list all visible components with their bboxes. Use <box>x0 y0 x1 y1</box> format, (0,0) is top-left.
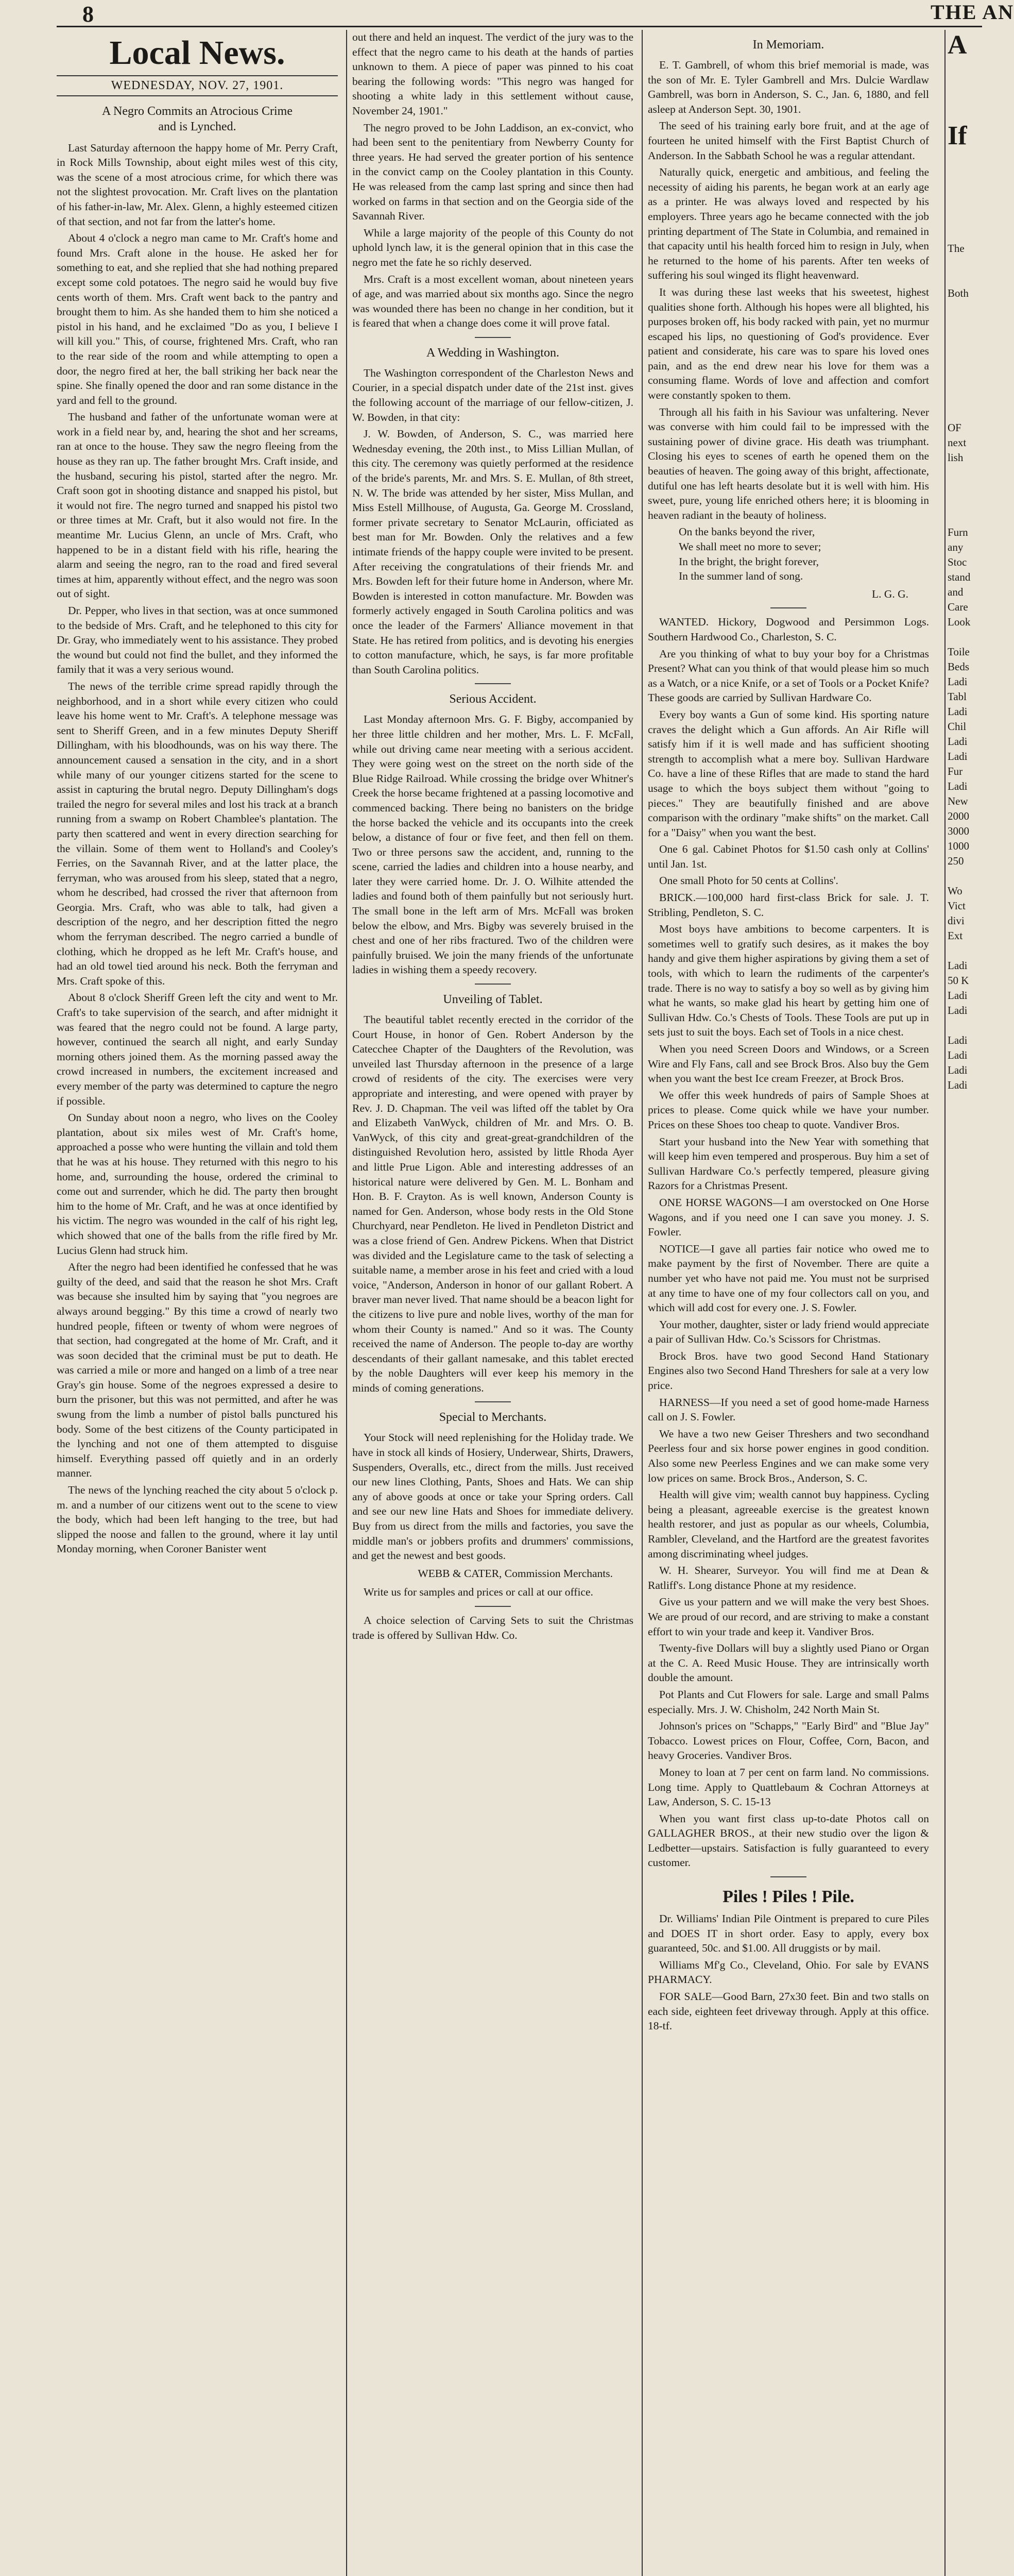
notice-paragraph: W. H. Shearer, Surveyor. You will find me at Dean & Ratliff's. Long distance Phone at my residence. <box>648 1564 929 1591</box>
divider <box>770 607 806 608</box>
clipped-fragment <box>948 196 982 211</box>
poem-line: We shall meet no more to sever; <box>679 540 821 553</box>
clipped-fragment: Look <box>948 616 971 628</box>
clipped-fragment: Ladi <box>948 959 968 972</box>
divider <box>475 984 511 985</box>
article-paragraph: The Washington correspondent of the Charleston News and Courier, in a special dispatch under date of the 21st inst. gives the following account of the marriage of our fellow-citizen, J. W. Bowden, in that city: <box>352 366 633 423</box>
notice-paragraph: ONE HORSE WAGONS—I am overstocked on One Horse Wagons, and if you need one I can save you money. J. S. Fowler. <box>648 1196 929 1239</box>
tablet-article <box>352 1012 633 1395</box>
notice-paragraph: BRICK.—100,000 hard first-class Brick for sale. J. T. Stribling, Pendleton, S. C. <box>648 891 929 919</box>
notice-paragraph: Start your husband into the New Year with something that will keep him even tempered and prosperous. Buy him a set of Sullivan Hardware Co.'s perfectly tempered, pleasure giving Razors for a Christmas Present. <box>648 1135 929 1192</box>
local-notices <box>648 615 929 1870</box>
accident-headline: Serious Accident. <box>449 692 537 706</box>
notice-paragraph: Williams Mf'g Co., Cleveland, Ohio. For sale by EVANS PHARMACY. <box>648 1958 929 1986</box>
merchants-headline: Special to Merchants. <box>439 1411 547 1425</box>
clipped-fragment: If <box>948 121 967 150</box>
clipped-fragment <box>948 391 982 405</box>
notice-paragraph: Dr. Williams' Indian Pile Ointment is prepared to cure Piles and DOES IT in short order. Easy to apply, every box guaranteed, 50c. and $1.00. All druggists or by mail. <box>648 1912 929 1955</box>
notice-paragraph: Johnson's prices on "Schapps," "Early Bird" and "Blue Jay" Tobacco. Lowest prices on Flour, Coffee, Corn, Bacon, and heavy Groceries. Vandiver Bros. <box>648 1720 929 1762</box>
clipped-fragment: Furn <box>948 526 968 538</box>
notice-paragraph: Every boy wants a Gun of some kind. His sporting nature craves the delight which a Gun affords. An Air Rifle will satisfy him if it is well made and has sufficient shooting strength to accomplish what a mere boy. Sullivan Hardware Co. have a line of these Rifles that are made to stand the hard usage to which the boys subject them without "going to pieces." They are beautifully finished and are above comparison with the ordinary "make shifts" on the market. Call for a "Daisy" when you want the best. <box>648 708 929 839</box>
clipped-fragment: and <box>948 586 964 598</box>
clipped-fragment <box>948 151 982 166</box>
clipped-fragment: Fur <box>948 765 963 777</box>
clipped-fragment: 3000 <box>948 825 969 837</box>
clipped-fragment: Chil <box>948 720 967 733</box>
lynching-headline <box>57 104 338 134</box>
clipped-fragment: Tabl <box>948 690 967 703</box>
clipped-fragment: lish <box>948 451 964 464</box>
clipped-fragment <box>948 256 982 271</box>
top-rule <box>57 26 982 27</box>
clipped-fragment: Both <box>948 287 969 299</box>
article-paragraph: J. W. Bowden, of Anderson, S. C., was married here Wednesday evening, the 20th inst., to Miss Lillian Mullan, of this city. The ceremony was quietly performed at the residence of the bride's parents, Mr. and Mrs. S. E. Mullan, of 8th street, N. W. The bride was attended by her sister, Miss Mullan, and Miss Estell Millhouse, of Augusta, Ga. George M. Crossland, former private secretary to Senator McLaurin, officiated as best man for Mr. Bowden. Only the relatives and a few intimate friends of the happy couple were invited to be present. After receiving the congratulations of their friends Mr. and Mrs. Bowden left for their future home in Anderson, where Mr. Bowden is interested in cotton manufacture. Mr. Bowden was formerly actively engaged in South Carolina politics and was once the leader of the Farmers' Alliance movement in that State. He has retired from politics, and is devoting his energies to cotton manufacture, which, he says, is far more profitable than South Carolina politics. <box>352 428 633 676</box>
notice-paragraph: Brock Bros. have two good Second Hand Stationary Engines also two Second Hand Threshers for sale at a very low price. <box>648 1349 929 1392</box>
clipped-fragment <box>948 480 982 495</box>
clipped-fragment: Ladi <box>948 675 968 688</box>
memoriam-poem <box>648 524 929 583</box>
article-paragraph: The beautiful tablet recently erected in the corridor of the Court House, in honor of Gen. Robert Anderson by the Catecchee Chapter of the Daughters of the Revolution, was unveiled last Thursday afternoon in the presence of a large crowd of residents of the city. The exercises were very appropriate and interesting, and were opened with prayer by Rev. J. D. Chapman. The veil was lifted off the tablet by Ora and Elizabeth VanWyck, children of Mr. and Mrs. O. B. VanWyck, of this city and great-great-grandchildren of the distinguished Revolution hero, assisted by little Rhoda Ayer and little Prue Ligon. Able and interesting addresses of an historical nature were delivered by Gen. M. L. Bonham and Hon. B. F. Crayton. As is well known, Anderson County is named for Gen. Anderson, whose body rests in the Old Stone Churchyard, near Pendleton. He lived in Pendleton District and was a close friend of Gen. Andrew Pickens. When that District was divided and the Legislature came to the task of selecting a suitable name, a member arose in his feet and cried with a loud voice, "Anderson, Anderson in honor of our gallant Robert. A braver man never lived. That name should be a beacon light for the citizens to live pure and noble lives, worthy of the man for whom their County is named." And so it was. The County received the name of Anderson. The people to-day are worthy descendants of their gallant namesake, and this tablet erected by the noble Daughters will ever keep his memory in the minds of coming generations. <box>352 1013 633 1394</box>
notice-paragraph: Are you thinking of what to buy your boy for a Christmas Present? What can you think of that would please him so much as a Watch, or a nice Knife, or a set of Tools or a Pocket Knife? These goods are carried by Sullivan Hardware Co. <box>648 647 929 704</box>
clipped-fragment: Care <box>948 601 968 613</box>
dateline: WEDNESDAY, NOV. 27, 1901. <box>57 75 338 96</box>
clipped-fragment <box>948 181 982 196</box>
article-paragraph: The news of the terrible crime spread rapidly through the neighborhood, and in a short while every citizen who could leave his home went to Mr. Craft's. A telephone message was sent to Sheriff Green, and in a few minutes Deputy Sheriff Dillingham, with his bloodhounds, was on his way there. The announcement caused a sensation in the city, and in a short while many of our younger citizens started for the scene to assist in capturing the brutal negro. Deputy Dillingham's dogs trailed the negro for several miles and lost his track at a branch running from a swamp on Robert Chamblee's plantation. The party then scattered and went in every direction searching for the villain. Some of them went to Holland's and Cooley's Ferries, on the Savannah River, and at the latter place, the ferryman, who was aroused from his sleep, stated that a negro, whom he described, had crossed the river that afternoon from Georgia. Mrs. Craft, who was able to talk, had given a description of the negro, and her description fitted the negro whom the ferryman described. The negro carried a bundle of clothing, which he dropped as he left Mr. Craft's house, and had an old towel tied around his neck. Both the ferryman and Mrs. Craft spoke of this. <box>57 680 338 987</box>
clipped-fragment <box>948 630 982 645</box>
merchants-signature: WEBB & CATER, Commission Merchants. <box>418 1567 613 1580</box>
column-2 <box>352 30 633 2576</box>
wedding-article <box>352 366 633 677</box>
poem-line: In the bright, the bright forever, <box>679 555 819 568</box>
clipped-fragment: New <box>948 795 968 807</box>
clipped-fragment <box>948 869 982 884</box>
article-paragraph: Through all his faith in his Saviour was unfaltering. Never was converse with him could fail to be impressed with the sustaining power of divine grace. His death was triumphant. Closing his eyes to scenes of earth he opened them on the beauties of heaven. The going away of this bright, affectionate, dutiful one has left hearts desolate but it is well with him. His sweet, pure, young life enriched others here; it is blooming in heaven radiant in the beauty of holiness. <box>648 405 929 521</box>
clipped-fragment <box>948 226 982 241</box>
clipped-fragment: Ladi <box>948 1064 968 1076</box>
article-paragraph: E. T. Gambrell, of whom this brief memorial is made, was the son of Mr. E. Tyler Gambrell and Mrs. Dulcie Wardlaw Gambrell, was born in Anderson, S. C., Jan. 6, 1880, and fell asleep at Anderson Sept. 30, 1901. <box>648 59 929 115</box>
tablet-headline: Unveiling of Tablet. <box>443 993 543 1007</box>
notice-paragraph: When you need Screen Doors and Windows, or a Screen Wire and Fly Fans, call and see Brock Bros. Also buy the Gem when you want the best Ice cream Freezer, at Brock Bros. <box>648 1043 929 1085</box>
clipped-fragment: Vict <box>948 900 966 912</box>
accident-article <box>352 712 633 977</box>
clipped-fragment: Ladi <box>948 1049 968 1061</box>
clipped-fragment: Ladi <box>948 1034 968 1046</box>
divider <box>475 337 511 338</box>
clipped-fragment <box>948 376 982 391</box>
article-paragraph: The seed of his training early bore fruit, and at the age of fourteen he united himself with the First Baptist Church of Anderson. In the Sabbath School he was a regular attendant. <box>648 120 929 162</box>
clipped-adjacent-column <box>944 30 982 2576</box>
clipped-fragment: Ladi <box>948 1079 968 1091</box>
clipped-fragment: Toile <box>948 646 970 658</box>
article-paragraph: On Sunday about noon a negro, who lives on the Cooley plantation, about six miles west of Mr. Craft's home, approached a posse who were hunting the villain and told them that he was at his house. They returned with this negro to his home, and, surrounding the house, ordered the criminal to come out and surrender, which he did. The party then brought him to the home of Mr. Craft, and he was at once identified by his victim. The negro was wounded in the calf of his right leg, which showed that one of the balls from the rifle fired by Mr. Lucius Glenn had struck him. <box>57 1111 338 1257</box>
notice-paragraph: WANTED. Hickory, Dogwood and Persimmon Logs. Southern Hardwood Co., Charleston, S. C. <box>648 616 929 643</box>
page-number: 8 <box>82 2 94 27</box>
clipped-fragment: Ladi <box>948 1004 968 1016</box>
notice-paragraph: Twenty-five Dollars will buy a slightly used Piano or Organ at the C. A. Reed Music House. They are intrinsically worth double the amount. <box>648 1642 929 1684</box>
article-paragraph: About 8 o'clock Sheriff Green left the city and went to Mr. Craft's to take supervision of the search, and after midnight it was feared that the negro could not be found. A large party, however, continued the search all night, and early Sunday morning others joined them. As the morning passed away the crowd increased in numbers, the excitement increased and every member of the party was determined to capture the negro if possible. <box>57 991 338 1107</box>
article-paragraph: It was during these last weeks that his sweetest, highest qualities shone forth. Although his hopes were all blighted, his purposes broken off, his body racked with pain, yet no murmur escaped his lips, no questioning of God's providence. Ever patient and considerate, his care was to spare his loved ones pain, and as the end drew near his love for them was a consuming flame. Words of love and affection and comfort were constantly spoken to them. <box>648 285 929 402</box>
article-paragraph: Dr. Pepper, who lives in that section, was at once summoned to the bedside of Mrs. Craft, and he telephoned to this city for Dr. Gray, who immediately went to his assistance. They probed the wound but could not find the bullet, and they informed the family that it was a very serious wound. <box>57 604 338 676</box>
divider <box>475 1606 511 1607</box>
article-paragraph: After the negro had been identified he confessed that he was guilty of the deed, and said that the reason he shot Mrs. Craft was because she insulted him by saying that "you negroes are always around begging." By this time a crowd of nearly two hundred people, fifteen or twenty of whom were negroes of that section, had congregated at the home of Mr. Craft, and it was soon decided that the criminal must be put to death. He was carried a mile or more and hanged on a limb of a tree near Gray's gin house. Some of the negroes expressed a desire to burn the prisoner, but this was not permitted, and after he was swung from the limb a number of pistol balls punctured his body. Some of the best citizens of the County participated in the lynching and not one of them attempted to disguise himself. Everything passed off quietly and in an orderly manner. <box>57 1261 338 1480</box>
notice-paragraph: One small Photo for 50 cents at Collins'. <box>659 874 838 887</box>
article-paragraph: Your Stock will need replenishing for the Holiday trade. We have in stock all kinds of Hosiery, Underwear, Shirts, Drawers, Suspenders, Overalls, etc., direct from the mills. Just received our new lines Clothing, Pants, Shoes and Hats. We can ship any of above goods at once or take your Spring orders. Call and see our new line Hats and Shoes for immediate delivery. Buy from us direct from the mills and factories, you save the middle man's or jobbers profits and drummers' commissions, and get the newest and best goods. <box>352 1431 633 1562</box>
clipped-fragment <box>948 465 982 480</box>
column-rule <box>642 30 643 2576</box>
divider <box>770 1876 806 1877</box>
poem-line: In the summer land of song. <box>679 570 803 583</box>
clipped-fragment: Stoc <box>948 556 967 568</box>
clipped-fragment: Beds <box>948 660 969 673</box>
divider <box>475 683 511 684</box>
clipped-fragment <box>948 76 982 91</box>
column-3 <box>648 30 929 2576</box>
memoriam-signature: L. G. G. <box>871 587 908 600</box>
notice-paragraph: Most boys have ambitions to become carpenters. It is sometimes well to gratify such desires, as it makes the boy handy and give them higher aspirations by giving them a set of tools, with which to learn the rudiments of the carpenter's trade. There is no way to satisfy a boy so well as by giving him what he wants, so make glad his heart by getting him one of Sullivan Hdw. Co.'s Chests of Tools. These Tools are put up in sets just to suit the boys. Each set of Tools in a nice chest. <box>648 923 929 1039</box>
clipped-fragment <box>948 106 982 121</box>
poem-line: On the banks beyond the river, <box>679 526 815 538</box>
notice-paragraph: We have a two new Geiser Threshers and two secondhand Peerless four and six horse power engines in good condition. Also some new Peerless Engines and we can make some very low prices on same. Brock Bros., Anderson, S. C. <box>648 1427 929 1484</box>
notice-paragraph: Give us your pattern and we will make the very best Shoes. We are proud of our record, and are striving to make a constant effort to win your trade and keep it. Vandiver Bros. <box>648 1596 929 1638</box>
clipped-fragment <box>948 943 982 958</box>
clipped-fragment <box>948 91 982 106</box>
article-paragraph: The negro proved to be John Laddison, an ex-convict, who had been sent to the penitentiary from Newberry County for three years. He had served the greater portion of his sentence in the convict camp on the Cooley plantation in this County. He was released from the camp last spring and since then had worked on farms in that section and on the Georgia side of the Savannah River. <box>352 121 633 223</box>
clipped-fragment: Ladi <box>948 989 968 1002</box>
clipped-fragment <box>948 1018 982 1033</box>
clipped-fragment <box>948 301 982 316</box>
lynching-article <box>57 141 338 1556</box>
clipped-fragment: 2000 <box>948 810 969 822</box>
piles-ad <box>648 1911 929 2033</box>
notice-paragraph: HARNESS—If you need a set of good home-made Harness call on J. S. Fowler. <box>648 1396 929 1423</box>
notice-paragraph: Your mother, daughter, sister or lady friend would appreciate a pair of Sullivan Hdw. Co.'s Scissors for Christmas. <box>648 1318 929 1346</box>
wedding-headline: A Wedding in Washington. <box>426 346 559 360</box>
clipped-fragment <box>948 61 982 76</box>
clipped-fragment <box>948 510 982 525</box>
memoriam-headline: In Memoriam. <box>752 38 824 52</box>
clipped-fragment: The <box>948 242 965 255</box>
clipped-fragment: A <box>948 30 967 60</box>
clipped-fragment: Ladi <box>948 735 968 748</box>
clipped-fragment: Wo <box>948 885 963 897</box>
headline-line-2: and is Lynched. <box>158 120 236 133</box>
notice-paragraph: FOR SALE—Good Barn, 27x30 feet. Bin and two stalls on each side, eighteen feet driveway through. Apply at this office. 18-tf. <box>648 1990 929 2032</box>
column-rule <box>346 30 347 2576</box>
local-news-masthead: Local News. <box>109 34 285 72</box>
clipped-fragment <box>948 331 982 346</box>
clipped-fragment: any <box>948 541 964 553</box>
clipped-fragment <box>948 271 982 286</box>
article-paragraph: Mrs. Craft is a most excellent woman, about nineteen years of age, and was married about six months ago. Since the negro was wounded there has been no change in her condition, but it is feared that when a change does come it will prove fatal. <box>352 273 633 330</box>
article-paragraph: Naturally quick, energetic and ambitious, and feeling the necessity of aiding his parents, he began work at an early age as a printer. He was always loved and respected by his employers. Three years ago he became connected with the job printing department of The State in Columbia, and remained in that capacity until his health forced him to resign in July, when he returned to the home of his parents. After ten weeks of suffering his soul winged its flight heavenward. <box>648 166 929 282</box>
clipped-fragment <box>948 166 982 181</box>
notice-paragraph: When you want first class up-to-date Photos call on GALLAGHER BROS., at their new studio over the ligon & Ledbetter—upstairs. Satisfaction is fully guaranteed to every customer. <box>648 1812 929 1869</box>
clipped-fragment: stand <box>948 571 971 583</box>
headline-line-1: A Negro Commits an Atrocious Crime <box>102 104 293 118</box>
carving-sets-notice: A choice selection of Carving Sets to suit the Christmas trade is offered by Sullivan Hdw. Co. <box>352 1614 633 1641</box>
piles-ad-headline: Piles ! Piles ! Pile. <box>723 1887 854 1907</box>
lynching-article-continued <box>352 30 633 331</box>
clipped-fragment <box>948 211 982 226</box>
clipped-fragment: Ext <box>948 929 963 942</box>
clipped-fragment: Ladi <box>948 705 968 718</box>
clipped-fragment: OF <box>948 421 961 434</box>
notice-paragraph: We offer this week hundreds of pairs of Sample Shoes at prices to please. Come quick while we have your number. Prices on these Shoes too cheap to quote. Vandiver Bros. <box>648 1089 929 1131</box>
clipped-fragment: 50 K <box>948 974 969 987</box>
article-paragraph: out there and held an inquest. The verdict of the jury was to the effect that the negro came to his death at the hands of parties unknown to them. A piece of paper was pinned to his coat bearing the following words: "This negro was hanged for shooting a white lady in this settlement without cause, November 24, 1901." <box>352 31 633 117</box>
notice-paragraph: Pot Plants and Cut Flowers for sale. Large and small Palms especially. Mrs. J. W. Chisholm, 242 North Main St. <box>648 1688 929 1716</box>
article-paragraph: The news of the lynching reached the city about 5 o'clock p. m. and a number of our citizens went out to the scene to view the body, which had been left hanging to the tree, but had slipped the noose and fallen to the ground, where it lay until Monday morning, when Coroner Banister went <box>57 1484 338 1555</box>
notice-paragraph: Health will give vim; wealth cannot buy happiness. Cycling being a pleasant, agreeable exercise is the greatest known health restorer, and just as popular as our wheels, Columbia, Rambler, Cleveland, and the Hartford are the greatest favorites among discriminating wheel judges. <box>648 1488 929 1560</box>
clipped-fragment: divi <box>948 914 965 927</box>
clipped-fragment: 250 <box>948 855 964 867</box>
article-paragraph: While a large majority of the people of this County do not uphold lynch law, it is the general opinion that in this case the negro met the fate he so richly deserved. <box>352 226 633 268</box>
clipped-fragment <box>948 405 982 420</box>
notice-paragraph: NOTICE—I gave all parties fair notice who owed me to make payment by the first of November. There are quite a number yet who have not paid me. You must not be surprised at any time to have one of my four collectors call on you, and which will add cost for every one. J. S. Fowler. <box>648 1242 929 1314</box>
notice-paragraph: Money to loan at 7 per cent on farm land. No commissions. Long time. Apply to Quattlebaum & Cochran Attorneys at Law, Anderson, S. C. 15-13 <box>648 1766 929 1808</box>
article-paragraph: Write us for samples and prices or call at our office. <box>364 1586 593 1599</box>
clipped-fragment <box>948 346 982 361</box>
notice-paragraph: One 6 gal. Cabinet Photos for $1.50 cash only at Collins' until Jan. 1st. <box>648 843 929 870</box>
clipped-fragment <box>948 495 982 510</box>
article-paragraph: The husband and father of the unfortunate woman were at work in a field near by, and, hearing the shot and her screams, ran at once to the house. They saw the negro fleeing from the house as they ran up. The father brought Mrs. Craft inside, and the husband, securing his pistol, started after the negro. Mr. Craft soon got in shooting distance and snapped his pistol, but it would not fire. The negro turned and snapped his pistol two or three times at Mr. Craft, but it also would not fire. In the meantime Mr. Lucius Glenn, an uncle of Mrs. Craft, who happened to be in a distant field with his rifle, hearing the alarm and seeing the negro, ran to the road and fired several times at him, apparently without effect, and the negro was soon out of sight. <box>57 411 338 600</box>
clipped-fragment: Ladi <box>948 750 968 762</box>
clipped-fragment: Ladi <box>948 780 968 792</box>
clipped-fragment: next <box>948 436 967 449</box>
memoriam-article <box>648 58 929 601</box>
running-head: THE AN <box>931 1 1014 24</box>
clipped-fragment: 1000 <box>948 840 969 852</box>
merchants-ad <box>352 1430 633 1600</box>
article-paragraph: Last Monday afternoon Mrs. G. F. Bigby, accompanied by her three little children and her mother, Mrs. L. F. McFall, while out driving came near meeting with a serious accident. They were going west on the street on the north side of the Blue Ridge Railroad. While crossing the bridge over Whitner's Creek the horse became frightened at a passing locomotive and commenced backing. There being no banisters on the bridge the horse backed the vehicle and its occupants into the creek below, a distance of four or five feet, and then fell on them. Two or three persons saw the accident, and, running to the scene, carried the ladies and children into a house nearby, and later they were carried home. Dr. J. O. Wilhite attended the ladies and found both of them painfully but not seriously hurt. The small bone in the left arm of Mrs. McFall was broken below the elbow, and Mrs. Bigby was severely bruised in the chest and one of her ribs fractured. Two of the children were painfully bruised. We join the many friends of the unfortunate ladies in wishing them a speedy recovery. <box>352 713 633 976</box>
clipped-fragment <box>948 316 982 331</box>
column-1 <box>57 30 338 2576</box>
divider <box>475 1401 511 1402</box>
article-paragraph: About 4 o'clock a negro man came to Mr. Craft's home and found Mrs. Craft alone in the house. He asked her for something to eat, and she replied that she had nothing prepared except some cold potatoes. The negro said he would buy five cents worth of them. Mrs. Craft went back to the pantry and brought them to him. As she handed them to him she noticed a pistol in his hand, and he exclaimed "Do as you, I believe I will kill you." This, of course, frightened Mrs. Craft, who ran to the rear side of the room and while attempting to open a door, the negro fired at her, the ball striking her back near the spine. She finally opened the door and ran some distance in the yard and fell to the ground. <box>57 232 338 406</box>
clipped-fragment <box>948 361 982 376</box>
article-paragraph: Last Saturday afternoon the happy home of Mr. Perry Craft, in Rock Mills Township, about eight miles west of this city, was the scene of a most atrocious crime, for which there was not the slightest provocation. Mr. Craft lives on the plantation of his father-in-law, Mr. Alex. Glenn, a highly esteemed citizen of that section, and not far from the latter's home. <box>57 141 338 228</box>
